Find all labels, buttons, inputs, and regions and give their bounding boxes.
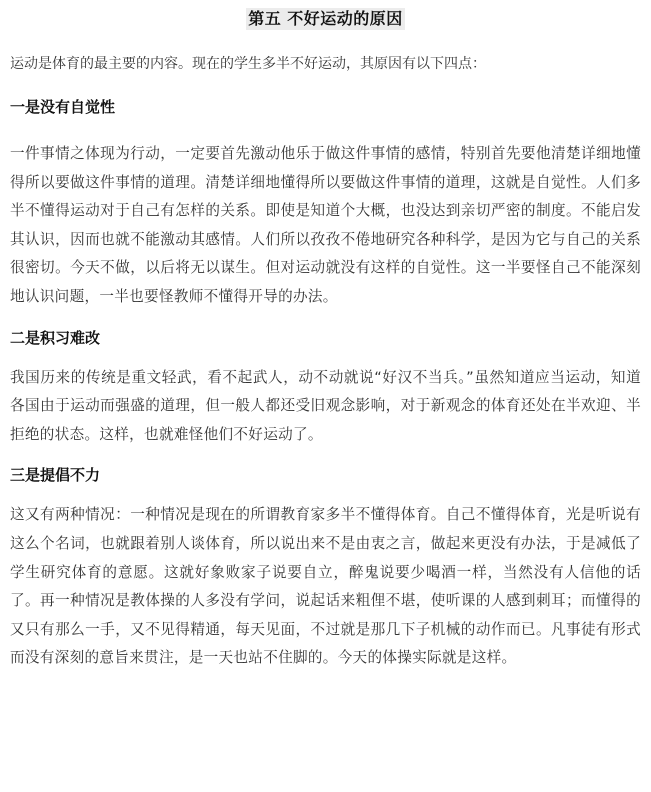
title-container	[10, 0, 641, 36]
section-heading-1: 一是没有自觉性	[10, 98, 116, 116]
intro-paragraph: 运动是体育的最主要的内容。现在的学生多半不好运动，其原因有以下四点：	[10, 56, 486, 72]
section-body-3: 这又有两种情况：一种情况是现在的所谓教育家多半不懂得体育。自己不懂得体育，光是听说有这么个名词，也就跟着别人谈体育，所以说出来不是由衷之言，做起来更没有办法，于是减低了学生研究体育的意愿。这就好象败家子说要自立，醉鬼说要少喝酒一样，当然没有人信他的话了。再一种情况是教体操的人多没有学问，说起话来粗俚不堪，使听课的人感到刺耳；而懂得的又只有那么一手，又不见得精通，每天见面，不过就是那几下子机械的动作而已。凡事徒有形式而没有深刻的意旨来贯注，是一天也站不住脚的。今天的体操实际就是这样。	[10, 506, 641, 667]
section-heading-2: 二是积习难改	[10, 328, 101, 347]
section-body-2: 我国历来的传统是重文轻武，看不起武人，动不动就说“好汉不当兵。”虽然知道应当运动，知道各国由于运动而强盛的道理，但一般人都还受旧观念影响，对于新观念的体育还处在半欢迎、半拒绝的状态。这样，也就难怪他们不好运动了。	[10, 368, 641, 443]
article-title: 第五 不好运动的原因	[248, 9, 403, 28]
section-body-1: 一件事情之体现为行动，一定要首先激动他乐于做这件事情的感情，特别首先要他清楚详细地懂得所以要做这件事情的道理。清楚详细地懂得所以要做这件事情的道理，这就是自觉性。人们多半不懂得运动对于自己有怎样的关系。即使是知道个大概，也没达到亲切严密的制度。不能启发其认识，因而也就不能激动其感情。人们所以孜孜不倦地研究各种科学，是因为它与自己的关系很密切。今天不做，以后将无以谋生。但对运动就没有这样的自觉性。这一半要怪自己不能深刻地认识问题，一半也要怪教师不懂得开导的办法。	[10, 145, 641, 305]
section-heading-3: 三是提倡不力	[10, 466, 101, 485]
